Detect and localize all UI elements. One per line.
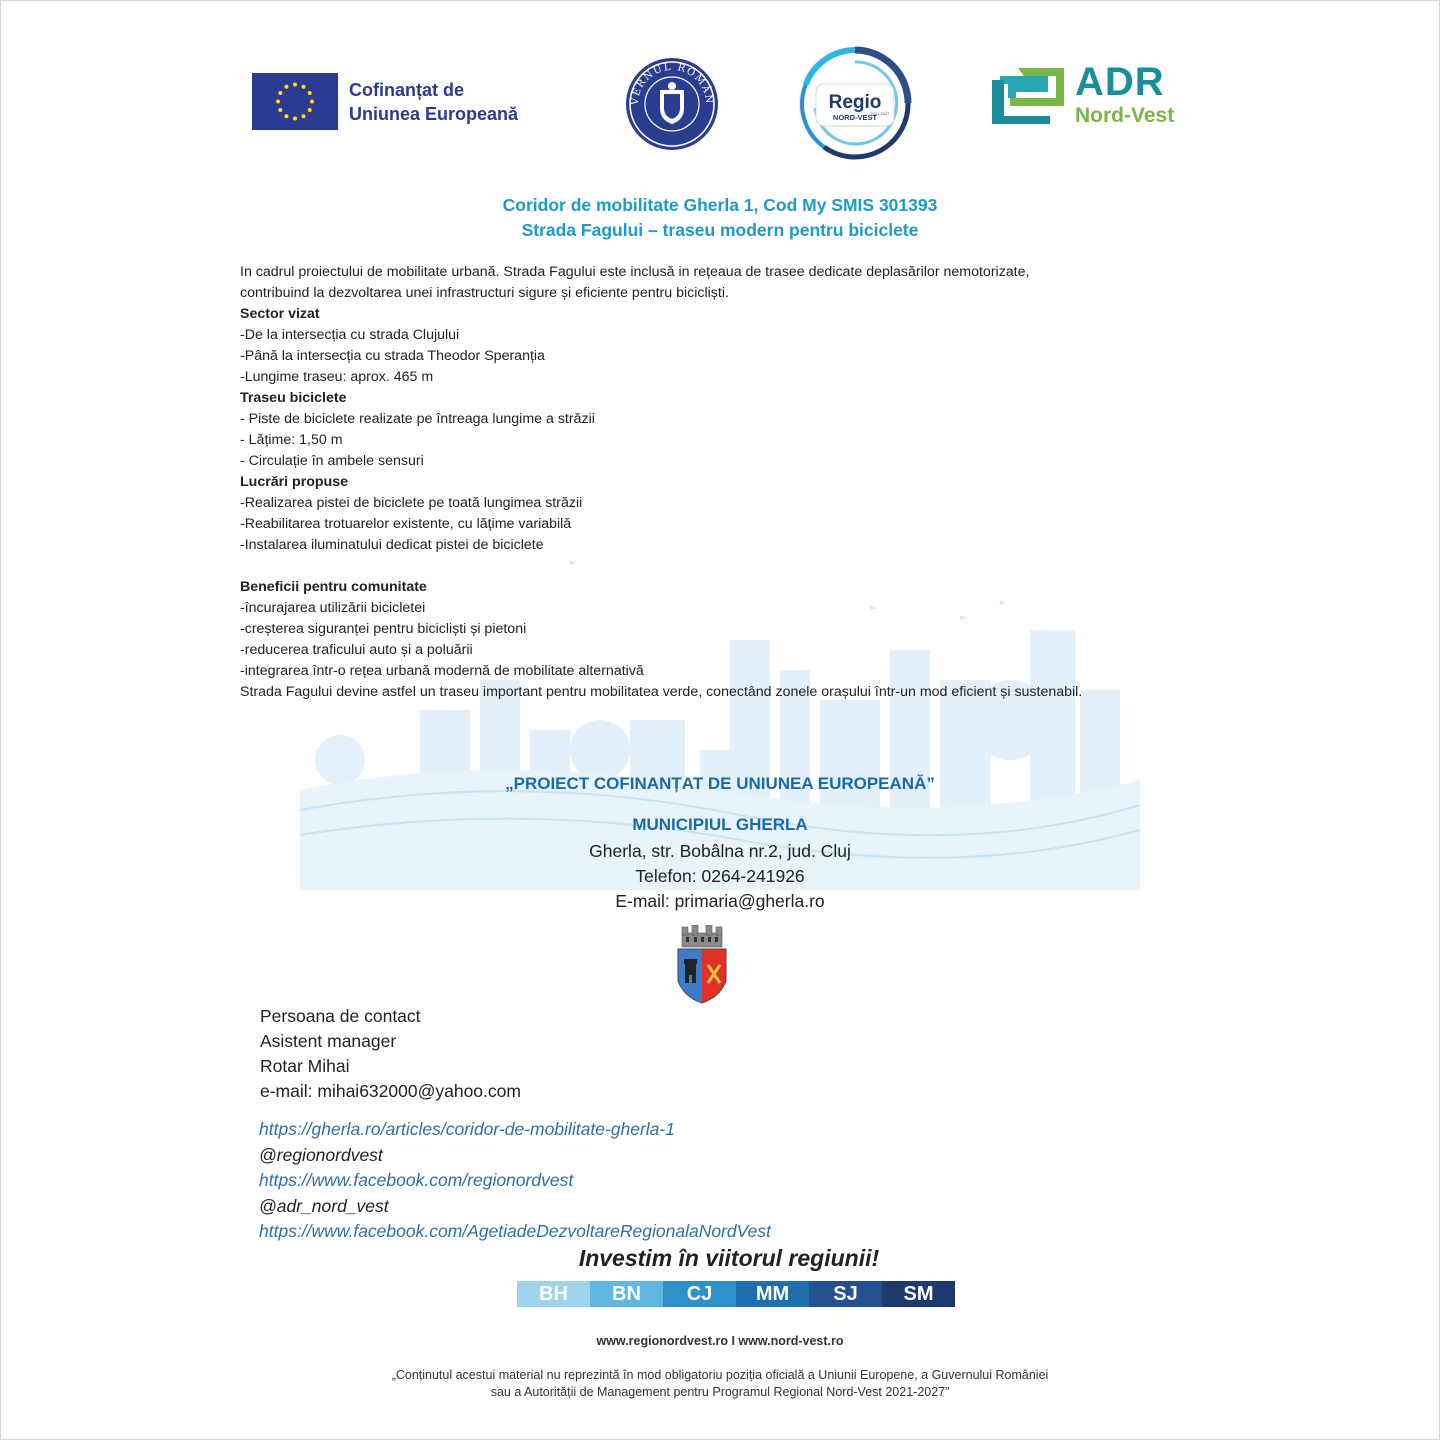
website-links[interactable]: www.regionordvest.ro I www.nord-vest.ro (596, 1334, 844, 1348)
municipality-email: E-mail: primaria@gherla.ro (615, 891, 825, 911)
list-item: -Reabilitarea trotuarelor existente, cu lățime variabilă (240, 516, 572, 532)
list-item: - Lățime: 1,50 m (240, 432, 343, 448)
municipality-address: Gherla, str. Bobâlna nr.2, jud. Cluj (589, 841, 851, 861)
municipality-phone: Telefon: 0264-241926 (635, 866, 805, 886)
list-item: -Realizarea pistei de biciclete pe toată lungimea străzii (240, 495, 583, 511)
list-item: -integrarea într-o rețea urbană modernă de mobilitate alternativă (240, 663, 644, 679)
cofinancing-slogan: „PROIECT COFINANȚAT DE UNIUNEA EUROPEANĂ” (505, 774, 935, 793)
project-subtitle: Strada Fagului – traseu modern pentru biciclete (521, 220, 919, 240)
adr-handle: @adr_nord_vest (259, 1195, 389, 1216)
list-item: -De la intersecția cu strada Clujului (240, 327, 460, 343)
contact-label: Persoana de contact (260, 1006, 421, 1026)
contact-person (260, 1004, 521, 1104)
sector-heading: Sector vizat (240, 306, 320, 322)
adr-emblem-icon (990, 64, 1074, 128)
list-item: -reducerea traficului auto și a poluării (240, 642, 473, 658)
conclusion-text: Strada Fagului devine astfel un traseu important pentru mobilitatea verde, conectând zonele orașului într-un mod eficient și sustenabil. (240, 684, 1083, 700)
county-badge: CJ (663, 1281, 736, 1307)
disclaimer-line2: sau a Autorității de Management pentru Programul Regional Nord-Vest 2021-2027” (490, 1385, 950, 1399)
traseu-heading: Traseu biciclete (240, 390, 347, 406)
list-item: - Circulație în ambele sensuri (240, 453, 424, 469)
list-item: -Instalarea iluminatului dedicat pistei de biciclete (240, 537, 544, 553)
adr-subname: Nord-Vest (1075, 104, 1175, 127)
government-seal-icon (624, 56, 720, 152)
lucrari-heading: Lucrări propuse (240, 474, 349, 490)
adr-facebook-link[interactable]: https://www.facebook.com/AgetiadeDezvoltareRegionalaNordVest (259, 1221, 771, 1241)
project-page-link[interactable]: https://gherla.ro/articles/coridor-de-mobilitate-gherla-1 (259, 1119, 675, 1139)
list-item: -Lungime traseu: aprox. 465 m (240, 369, 434, 385)
social-links (259, 1117, 771, 1245)
project-title: Coridor de mobilitate Gherla 1, Cod My SMIS 301393 (502, 195, 938, 215)
county-badge: SM (882, 1281, 955, 1307)
county-badge: BN (590, 1281, 663, 1307)
eu-flag-icon (252, 73, 338, 130)
county-bar (517, 1281, 955, 1307)
regio-years: 2021-2027 (870, 111, 890, 116)
contact-email: e-mail: mihai632000@yahoo.com (260, 1081, 521, 1101)
project-description (240, 262, 1240, 703)
municipality-name: MUNICIPIUL GHERLA (632, 815, 808, 834)
eu-text-line1: Cofinanțat de (349, 79, 464, 100)
seal-text: VERNUL ROMÂN (629, 61, 715, 106)
regio-facebook-link[interactable]: https://www.facebook.com/regionordvest (259, 1170, 574, 1190)
list-item: -încurajarea utilizării bicicletei (240, 600, 426, 616)
regio-logo (794, 44, 916, 162)
county-badge: BH (517, 1281, 590, 1307)
regio-text: Regio (828, 92, 882, 113)
regio-subtext: NORD-VEST (832, 113, 878, 122)
county-badge: MM (736, 1281, 809, 1307)
invest-slogan: Investim în viitorul regiunii! (578, 1245, 880, 1271)
list-item: -Până la intersecția cu strada Theodor Speranția (240, 348, 545, 364)
intro-text-line2: contribuind la dezvoltarea unei infrastructuri sigure și eficiente pentru bicicliști. (240, 285, 729, 301)
list-item: - Piste de biciclete realizate pe întreaga lungime a străzii (240, 411, 595, 427)
regio-handle: @regionordvest (259, 1144, 383, 1165)
intro-text-line1: In cadrul proiectului de mobilitate urbană. Strada Fagului este inclusă in rețeaua de trasee dedicate deplasărilor nemotorizate, (240, 264, 1030, 280)
eu-cofinancing-logo (252, 73, 518, 130)
list-item: -creșterea siguranței pentru bicicliști și pietoni (240, 621, 527, 637)
eu-text-line2: Uniunea Europeană (349, 103, 519, 124)
gherla-coat-of-arms-icon (676, 925, 728, 1007)
contact-role: Asistent manager (260, 1031, 397, 1051)
contact-name: Rotar Mihai (260, 1056, 350, 1076)
beneficii-heading: Beneficii pentru comunitate (240, 579, 427, 595)
adr-name: ADR (1075, 60, 1165, 104)
disclaimer-line1: „Conținutul acestui material nu reprezintă în mod obligatoriu poziția oficială a Uniunii Europene, a Guvernului României (391, 1368, 1049, 1382)
county-badge: SJ (809, 1281, 882, 1307)
